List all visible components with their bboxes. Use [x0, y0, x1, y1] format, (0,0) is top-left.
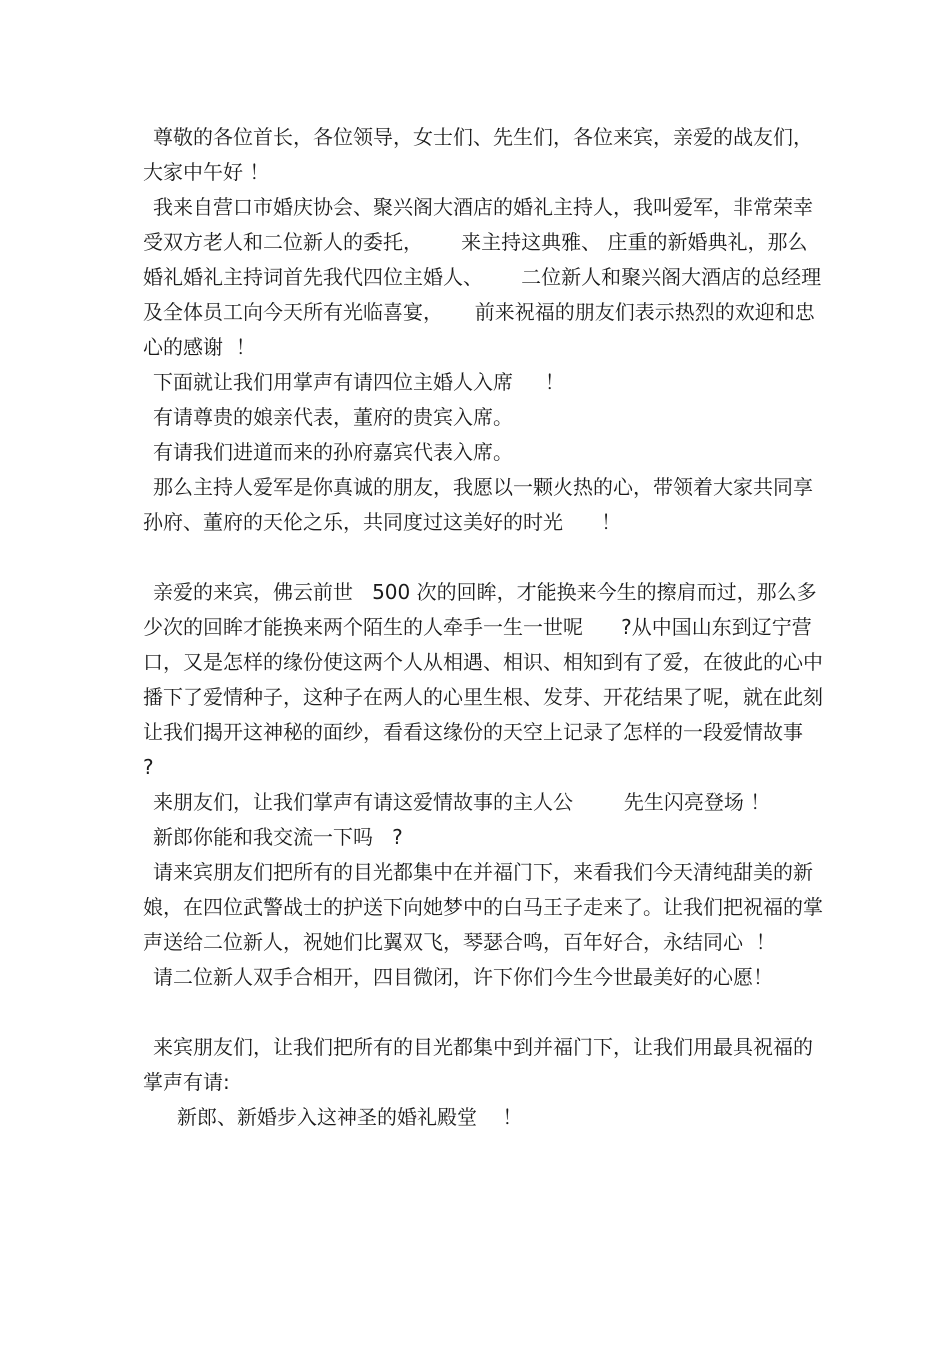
paragraph-groom-question: 新郎你能和我交流一下吗 ? [153, 825, 403, 849]
paragraph-love-story: 亲爱的来宾，佛云前世 500 次的回眸，才能换来今生的擦肩而过，那么多少次的回眸才能换来两个陌生的人牵手一生一世呢 ?从中国山东到辽宁营口，又是怎样的缘份使这两个人从相遇、相识、相知到有了爱，在彼此的心中播下了爱情种子，这种子在两人的心里生根、发芽、开花结果了呢，就在此刻让我们揭开这神秘的面纱，看看这缘份的天空上记录了怎样的一段爱情故事 ? [143, 580, 829, 779]
paragraph-final-invite: 来宾朋友们，让我们把所有的目光都集中到并福门下，让我们用最具祝福的掌声有请: [143, 1035, 813, 1094]
paragraph-enter-hall: 新郎、新婚步入这神圣的婚礼殿堂 ！ [177, 1105, 523, 1129]
paragraph-bride-entrance: 请来宾朋友们把所有的目光都集中在并福门下，来看我们今天清纯甜美的新娘，在四位武警战士的护送下向她梦中的白马王子走来了。让我们把祝福的掌声送给二位新人，祝她们比翼双飞，琴瑟合鸣，百年好合，永结同心 ！ [143, 860, 823, 954]
paragraph-groom-entrance: 来朋友们，让我们掌声有请这爱情故事的主人公 先生闪亮登场 ！ [153, 790, 771, 814]
paragraph-gap [143, 995, 823, 1030]
paragraph-host-friend: 那么主持人爱军是你真诚的朋友，我愿以一颗火热的心，带领着大家共同享孙府、董府的天伦之乐，共同度过这美好的时光 ！ [143, 475, 813, 534]
paragraph-invite-bride-family: 有请尊贵的娘亲代表，董府的贵宾入席。 [153, 405, 513, 429]
paragraph-greeting: 尊敬的各位首长，各位领导，女士们、先生们，各位来宾，亲爱的战友们，大家中午好 ！ [143, 125, 813, 184]
paragraph-wish: 请二位新人双手合相开，四目微闭，许下你们今生今世最美好的心愿！ [153, 965, 773, 989]
document-body [143, 120, 829, 1135]
paragraph-gap [143, 540, 823, 575]
paragraph-invite-hosts: 下面就让我们用掌声有请四位主婚人入席 ！ [153, 370, 565, 394]
paragraph-invite-groom-family: 有请我们进道而来的孙府嘉宾代表入席。 [153, 440, 513, 464]
paragraph-host-intro: 我来自营口市婚庆协会、聚兴阁大酒店的婚礼主持人，我叫爱军，非常荣幸受双方老人和二位新人的委托， 来主持这典雅、 庄重的新婚典礼，那么婚礼婚礼主持词首先我代四位主婚人、 二位新人和聚兴阁大酒店的总经理及全体员工向今天所有光临喜宴， 前来祝福的朋友们表示热烈的欢迎和忠心的感谢 ！ [143, 195, 822, 359]
